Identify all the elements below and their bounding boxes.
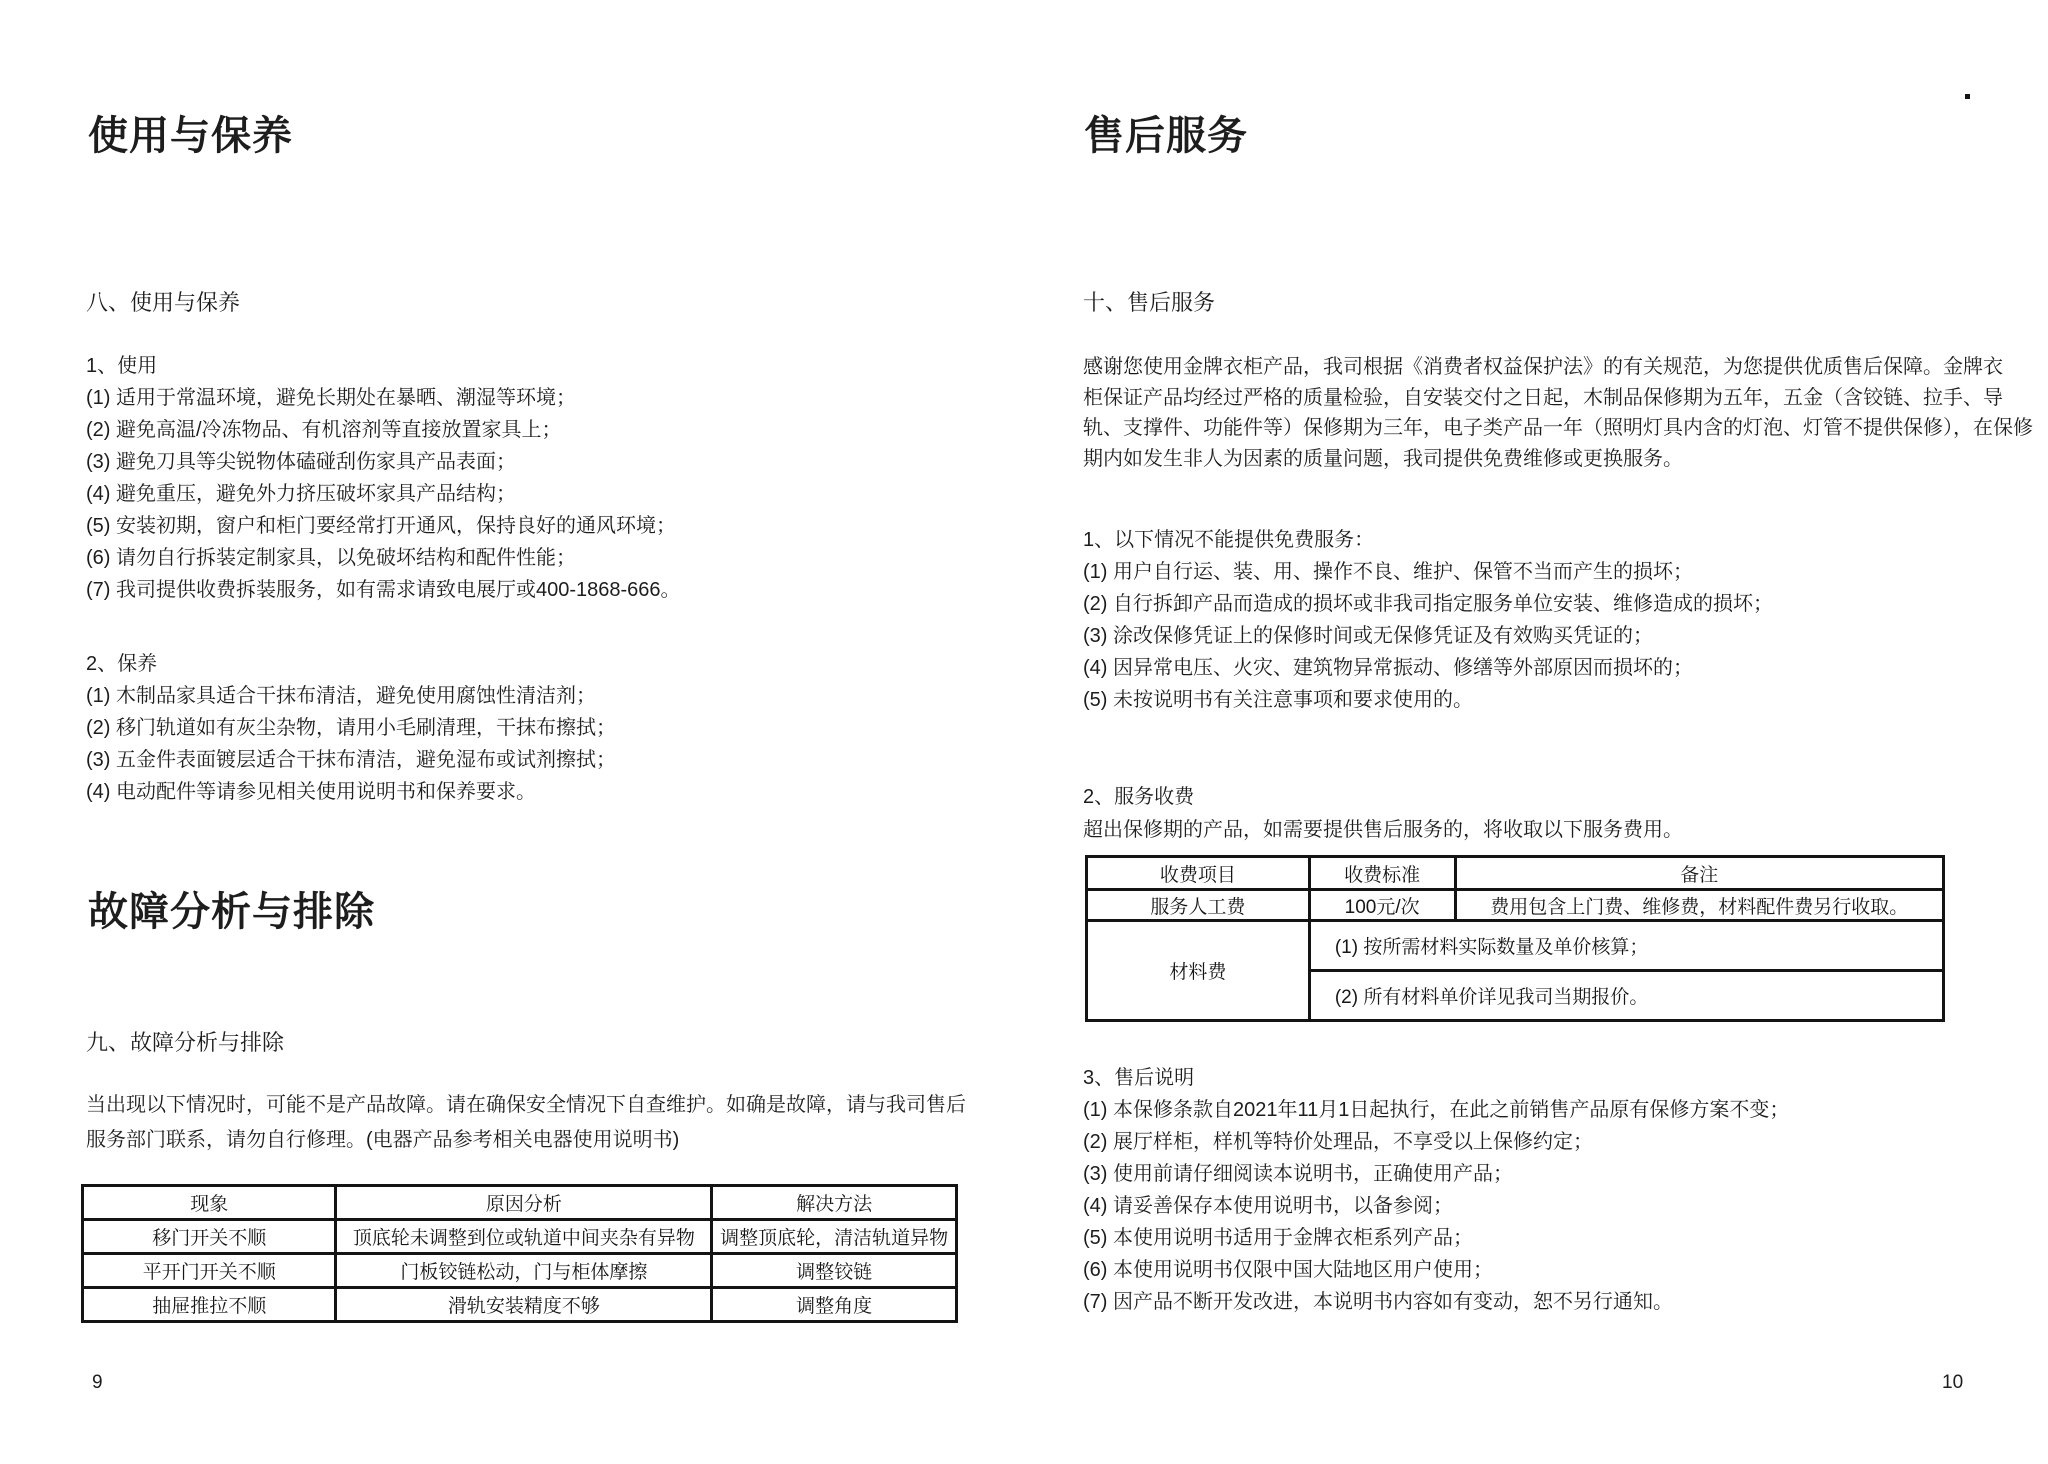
list-item: (3) 使用前请仔细阅读本说明书，正确使用产品； bbox=[1083, 1163, 1513, 1185]
list-item: (2) 避免高温/冷冻物品、有机溶剂等直接放置家具上； bbox=[86, 419, 562, 441]
troubleshooting-table bbox=[81, 1184, 958, 1323]
care-list bbox=[86, 648, 616, 808]
list-item: (7) 因产品不断开发改进，本说明书内容如有变动，恕不另行通知。 bbox=[1083, 1291, 1673, 1313]
page-title-use-care: 使用与保养 bbox=[88, 114, 293, 158]
table-cell-material-label: 材料费 bbox=[1087, 921, 1310, 1021]
list-item: (2) 移门轨道如有灰尘杂物，请用小毛刷清理，干抹布擦拭； bbox=[86, 717, 616, 739]
header-cell: 收费标准 bbox=[1309, 857, 1455, 890]
table-row-labor-fee bbox=[1087, 890, 1944, 921]
table-header-row bbox=[83, 1186, 957, 1220]
list-item: (5) 本使用说明书适用于金牌衣柜系列产品； bbox=[1083, 1227, 1473, 1249]
after-sales-intro bbox=[1083, 352, 2033, 474]
section-heading-9: 九、故障分析与排除 bbox=[86, 1030, 285, 1055]
page-title-after-sales: 售后服务 bbox=[1084, 114, 1248, 158]
list-item: (7) 我司提供收费拆装服务，如有需求请致电展厅或400-1868-666。 bbox=[86, 579, 681, 601]
table-cell: (1) 按所需材料实际数量及单价核算； bbox=[1309, 921, 1943, 971]
table-cell: 门板铰链松动，门与柜体摩擦 bbox=[336, 1254, 712, 1288]
list-item: (4) 请妥善保存本使用说明书，以备参阅； bbox=[1083, 1195, 1453, 1217]
no-free-service-list bbox=[1083, 524, 1773, 716]
list-item: (1) 本保修条款自2021年11月1日起执行，在此之前销售产品原有保修方案不变； bbox=[1083, 1099, 1790, 1121]
service-fee-note: 超出保修期的产品，如需要提供售后服务的，将收取以下服务费用。 bbox=[1083, 819, 1683, 841]
header-cell: 解决方法 bbox=[712, 1186, 957, 1220]
list-item: (1) 木制品家具适合干抹布清洁，避免使用腐蚀性清洁剂； bbox=[86, 685, 596, 707]
list-item: (6) 请勿自行拆装定制家具，以免破坏结构和配件性能； bbox=[86, 547, 576, 569]
list-heading-service-fee: 2、服务收费 bbox=[1083, 786, 1195, 808]
table-cell: 抽屉推拉不顺 bbox=[83, 1288, 336, 1322]
table-row bbox=[83, 1288, 957, 1322]
use-list bbox=[86, 350, 681, 606]
service-fee-heading-block bbox=[1083, 781, 1683, 847]
table-cell: 调整角度 bbox=[712, 1288, 957, 1322]
list-item: (5) 未按说明书有关注意事项和要求使用的。 bbox=[1083, 689, 1473, 711]
troubleshooting-intro bbox=[86, 1088, 966, 1158]
list-item: (1) 用户自行运、装、用、操作不良、维护、保管不当而产生的损坏； bbox=[1083, 561, 1693, 583]
table-cell: 平开门开关不顺 bbox=[83, 1254, 336, 1288]
table-cell: 调整铰链 bbox=[712, 1254, 957, 1288]
table-cell: 费用包含上门费、维修费，材料配件费另行收取。 bbox=[1455, 890, 1944, 921]
table-header-row bbox=[1087, 857, 1944, 890]
section-heading-8: 八、使用与保养 bbox=[86, 290, 241, 315]
table-cell: (2) 所有材料单价详见我司当期报价。 bbox=[1309, 971, 1943, 1021]
table-cell: 顶底轮未调整到位或轨道中间夹杂有异物 bbox=[336, 1220, 712, 1254]
list-item: (5) 安装初期，窗户和柜门要经常打开通风，保持良好的通风环境； bbox=[86, 515, 676, 537]
table-cell: 服务人工费 bbox=[1087, 890, 1310, 921]
list-heading-care: 2、保养 bbox=[86, 653, 158, 675]
header-cell: 收费项目 bbox=[1087, 857, 1310, 890]
page-corner-dot bbox=[1965, 94, 1970, 99]
list-item: (6) 本使用说明书仅限中国大陆地区用户使用； bbox=[1083, 1259, 1493, 1281]
paragraph-line: 当出现以下情况时，可能不是产品故障。请在确保安全情况下自查维护。如确是故障，请与我司售后 bbox=[86, 1094, 966, 1116]
page-after-sales bbox=[1024, 0, 2048, 1464]
list-item: (3) 五金件表面镀层适合干抹布清洁，避免湿布或试剂擦拭； bbox=[86, 749, 616, 771]
header-cell: 备注 bbox=[1455, 857, 1944, 890]
paragraph-line: 感谢您使用金牌衣柜产品，我司根据《消费者权益保护法》的有关规范，为您提供优质售后保障。金牌衣 bbox=[1083, 356, 2003, 378]
list-item: (4) 避免重压，避免外力挤压破坏家具产品结构； bbox=[86, 483, 516, 505]
paragraph-line: 柜保证产品均经过严格的质量检验，自安装交付之日起，木制品保修期为五年，五金（含铰链、拉手、导 bbox=[1083, 386, 2003, 409]
table-row-material-fee bbox=[1087, 921, 1944, 971]
list-item: (2) 自行拆卸产品而造成的损坏或非我司指定服务单位安装、维修造成的损坏； bbox=[1083, 593, 1773, 615]
header-cell: 现象 bbox=[83, 1186, 336, 1220]
list-item: (4) 因异常电压、火灾、建筑物异常振动、修缮等外部原因而损坏的； bbox=[1083, 657, 1693, 679]
table-row bbox=[83, 1220, 957, 1254]
table-cell: 滑轨安装精度不够 bbox=[336, 1288, 712, 1322]
page-title-troubleshooting: 故障分析与排除 bbox=[88, 890, 375, 934]
paragraph-line: 服务部门联系，请勿自行修理。(电器产品参考相关电器使用说明书) bbox=[86, 1129, 680, 1151]
table-cell: 移门开关不顺 bbox=[83, 1220, 336, 1254]
header-cell: 原因分析 bbox=[336, 1186, 712, 1220]
list-item: (3) 避免刀具等尖锐物体磕碰刮伤家具产品表面； bbox=[86, 451, 516, 473]
page-number-left: 9 bbox=[92, 1372, 103, 1393]
list-heading-no-free-service: 1、以下情况不能提供免费服务： bbox=[1083, 529, 1375, 551]
table-cell: 调整顶底轮，清洁轨道异物 bbox=[712, 1220, 957, 1254]
table-row bbox=[83, 1254, 957, 1288]
list-item: (2) 展厅样柜，样机等特价处理品，不享受以上保修约定； bbox=[1083, 1131, 1593, 1153]
list-item: (1) 适用于常温环境，避免长期处在暴晒、潮湿等环境； bbox=[86, 387, 576, 409]
after-sales-notes-list bbox=[1083, 1062, 1789, 1318]
list-item: (4) 电动配件等请参见相关使用说明书和保养要求。 bbox=[86, 781, 536, 803]
paragraph-line: 轨、支撑件、功能件等）保修期为三年，电子类产品一年（照明灯具内含的灯泡、灯管不提供保修），在保修 bbox=[1083, 417, 2033, 439]
table-cell: 100元/次 bbox=[1309, 890, 1455, 921]
service-fee-table bbox=[1085, 855, 1945, 1022]
section-heading-10: 十、售后服务 bbox=[1083, 290, 1216, 315]
list-heading-after-sales-notes: 3、售后说明 bbox=[1083, 1067, 1195, 1089]
list-item: (3) 涂改保修凭证上的保修时间或无保修凭证及有效购买凭证的； bbox=[1083, 625, 1653, 647]
list-heading-use: 1、使用 bbox=[86, 355, 158, 377]
paragraph-line: 期内如发生非人为因素的质量问题，我司提供免费维修或更换服务。 bbox=[1083, 447, 1683, 470]
page-number-right: 10 bbox=[1942, 1372, 1964, 1393]
